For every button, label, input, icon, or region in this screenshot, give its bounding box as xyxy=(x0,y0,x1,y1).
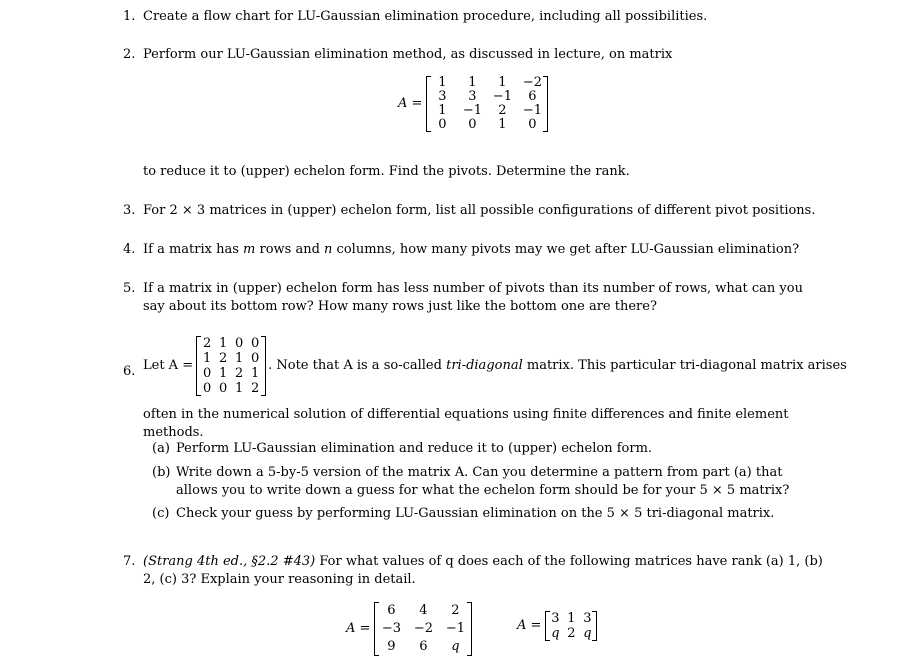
question-text: If a matrix in (upper) echelon form has less number of pivots than its number of rows, what can you say about its bottom row? How many rows just like the bottom one are there? xyxy=(143,281,803,314)
matrix-label: A = xyxy=(517,618,542,633)
matrix-equation-q7-2 xyxy=(517,611,597,641)
matrix-cell: 1 xyxy=(250,366,260,381)
matrix-label: A = xyxy=(346,621,371,636)
matrix-cell: 1 xyxy=(438,75,447,90)
matrix-cell: 1 xyxy=(234,351,244,366)
matrix-cell: 2 xyxy=(202,336,212,351)
matrix-cell: −3 xyxy=(381,621,401,636)
matrix-cell: −1 xyxy=(492,89,512,104)
part-text: Check your guess by performing LU-Gaussian elimination on the 5 × 5 tri-diagonal matrix. xyxy=(176,506,775,521)
question-number: 1. xyxy=(123,9,136,24)
part-label: (b) xyxy=(152,465,171,480)
question-text: . Note that A is a so-called tri-diagonal matrix. This particular tri-diagonal matrix arises xyxy=(268,358,847,373)
matrix-cell: 0 xyxy=(438,117,447,132)
matrix-cell: 0 xyxy=(218,381,228,396)
matrix-cell: q xyxy=(451,639,460,654)
question-text: If a matrix has m rows and n columns, how many pivots may we get after LU-Gaussian elimination? xyxy=(143,242,800,257)
matrix-cell: −1 xyxy=(445,621,465,636)
question-number: 4. xyxy=(123,242,136,257)
matrix-cell: 3 xyxy=(551,611,560,626)
matrix-cell: 2 xyxy=(234,366,244,381)
matrix-cell: 1 xyxy=(468,75,477,90)
question-number: 6. xyxy=(123,364,136,379)
matrix-cell: 1 xyxy=(202,351,212,366)
question-text: to reduce it to (upper) echelon form. Find the pivots. Determine the rank. xyxy=(143,164,630,179)
matrix-cell: 3 xyxy=(438,89,447,104)
matrix-cell: 1 xyxy=(567,611,576,626)
matrix-cell: 1 xyxy=(498,117,507,132)
question-text: often in the numerical solution of differential equations using finite differences and finite element methods. xyxy=(143,407,789,440)
matrix-cell: 6 xyxy=(419,639,428,654)
matrix-q7-1 xyxy=(374,602,472,656)
matrix-cell: 2 xyxy=(498,103,507,118)
matrix-cell: 1 xyxy=(218,336,228,351)
part-text: Perform LU-Gaussian elimination and reduce it to (upper) echelon form. xyxy=(176,441,653,456)
matrix-cell: 0 xyxy=(468,117,477,132)
matrix-cell: q xyxy=(551,626,560,641)
matrix-equation-q7-1 xyxy=(346,602,472,656)
part-text: Write down a 5-by-5 version of the matrix A. Can you determine a pattern from part (a) that allows you to write down a guess for what the echelon form should be for your 5 × 5 matrix? xyxy=(176,465,790,498)
question-number: 2. xyxy=(123,47,136,62)
matrix-cell: 2 xyxy=(567,626,576,641)
matrix-cell: 1 xyxy=(498,75,507,90)
matrix-cell: 2 xyxy=(218,351,228,366)
matrix-cell: 0 xyxy=(528,117,537,132)
part-label: (c) xyxy=(152,506,170,521)
matrix-cell: 0 xyxy=(250,336,260,351)
question-number: 3. xyxy=(123,203,136,218)
question-number: 7. xyxy=(123,554,136,569)
matrix-cell: 1 xyxy=(218,366,228,381)
question-6-line xyxy=(143,336,847,396)
matrix-cell: 6 xyxy=(387,603,396,618)
matrix-cell: q xyxy=(583,626,592,641)
question-number: 5. xyxy=(123,281,136,296)
matrix-cell: 0 xyxy=(202,381,212,396)
matrix-cell: 0 xyxy=(234,336,244,351)
question-text: (Strang 4th ed., §2.2 #43) For what values of q does each of the following matrices have rank (a) 1, (b) 2, (c) 3? Explain your reasoning in detail. xyxy=(143,554,823,587)
matrix-q6 xyxy=(196,336,266,396)
matrix-cell: 1 xyxy=(234,381,244,396)
matrix-q7-2 xyxy=(545,611,597,641)
matrix-cell: 2 xyxy=(451,603,460,618)
matrix-cell: −1 xyxy=(522,103,542,118)
matrix-cell: 0 xyxy=(250,351,260,366)
matrix-cell: 4 xyxy=(419,603,428,618)
matrix-cell: 9 xyxy=(387,639,396,654)
matrix-cell: 2 xyxy=(250,381,260,396)
matrix-label: A = xyxy=(398,96,423,111)
matrix-cell: 6 xyxy=(528,89,537,104)
matrix-equation-q2 xyxy=(398,76,548,132)
matrix-q2 xyxy=(426,76,548,132)
matrix-cell: 3 xyxy=(583,611,592,626)
matrix-cell: −1 xyxy=(462,103,482,118)
question-text: For 2 × 3 matrices in (upper) echelon form, list all possible configurations of different pivot positions. xyxy=(143,203,816,218)
let-label: Let A = xyxy=(143,358,194,373)
matrix-cell: 3 xyxy=(468,89,477,104)
question-text: Perform our LU-Gaussian elimination method, as discussed in lecture, on matrix xyxy=(143,47,673,62)
matrix-cell: 1 xyxy=(438,103,447,118)
matrix-cell: −2 xyxy=(522,75,542,90)
matrix-cell: −2 xyxy=(413,621,433,636)
question-text: Create a flow chart for LU-Gaussian elimination procedure, including all possibilities. xyxy=(143,9,708,24)
matrix-cell: 0 xyxy=(202,366,212,381)
part-label: (a) xyxy=(152,441,170,456)
